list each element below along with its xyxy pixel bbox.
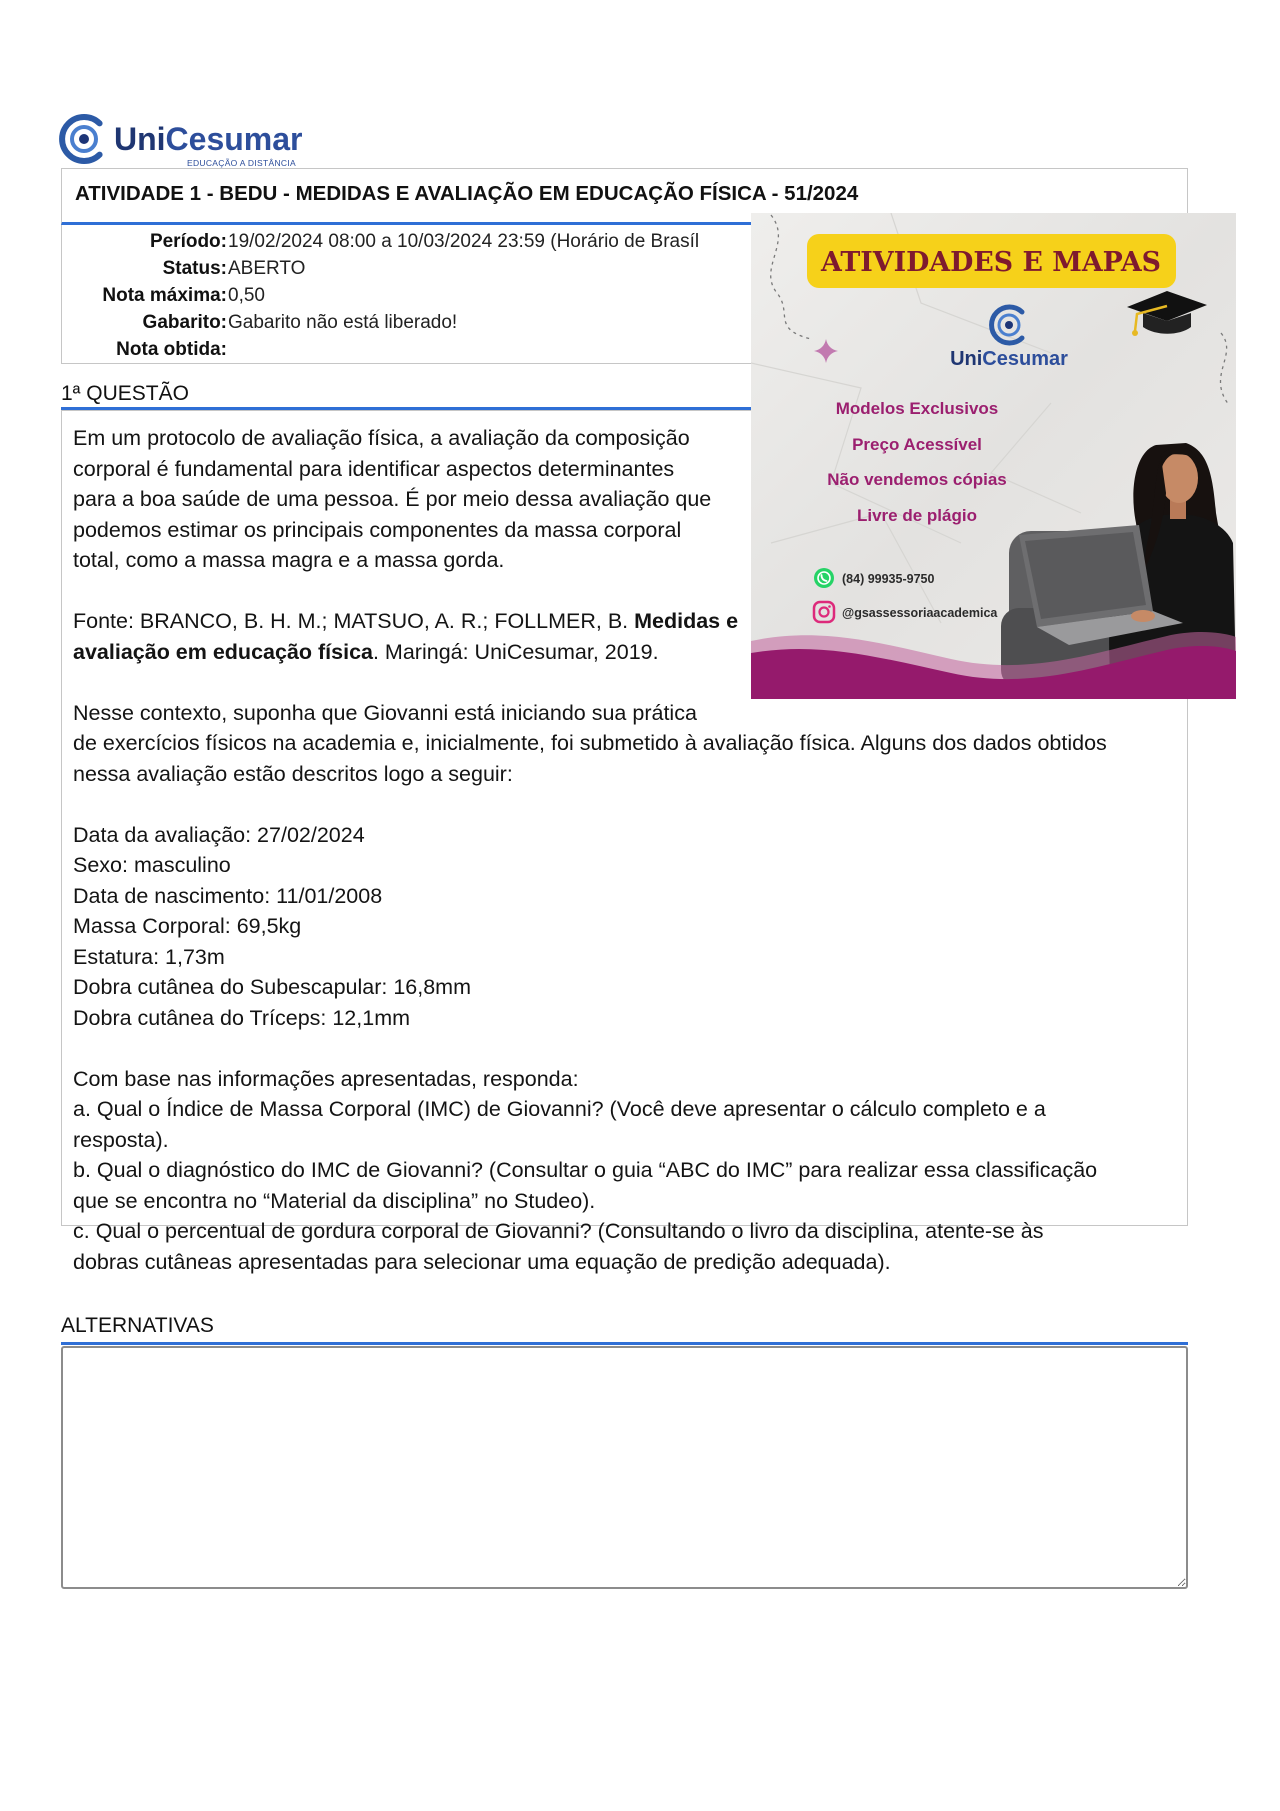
info-label-gabarito: Gabarito: bbox=[142, 312, 227, 333]
source-book-title-part1: Medidas e bbox=[634, 609, 739, 633]
question-context bbox=[73, 698, 1107, 790]
data-line: Estatura: 1,73m bbox=[73, 944, 225, 969]
question-prompt bbox=[73, 1064, 1107, 1278]
ad-logo-wordmark bbox=[950, 348, 1068, 370]
alternatives-heading: ALTERNATIVAS bbox=[61, 1314, 214, 1337]
evaluation-data bbox=[73, 820, 1107, 1034]
logo-wordmark bbox=[114, 120, 303, 158]
question-heading: 1ª QUESTÃO bbox=[61, 382, 189, 405]
question-line: corporal é fundamental para identificar aspectos determinantes bbox=[73, 456, 675, 481]
answer-textarea[interactable] bbox=[61, 1346, 1188, 1589]
prompt-line: dobras cutâneas apresentadas para selecionar uma equação de predição adequada). bbox=[73, 1249, 891, 1274]
question-line: de exercícios físicos na academia e, inicialmente, foi submetido à avaliação física. Alguns dos dados obtidos bbox=[73, 731, 1107, 755]
ad-feature-4: Livre de plágio bbox=[857, 506, 977, 525]
prompt-line: Com base nas informações apresentadas, responda: bbox=[73, 1066, 579, 1091]
info-label-periodo: Período: bbox=[149, 231, 227, 252]
alternatives-heading-underline bbox=[61, 1342, 1188, 1345]
info-value-gabarito: Gabarito não está liberado! bbox=[228, 312, 458, 333]
ad-feature-1: Modelos Exclusivos bbox=[835, 399, 999, 418]
question-line: total, como a massa magra e a massa gorda. bbox=[73, 548, 505, 572]
data-line: Dobra cutânea do Subescapular: 16,8mm bbox=[73, 975, 471, 999]
data-line: Dobra cutânea do Tríceps: 12,1mm bbox=[73, 1005, 411, 1030]
data-line: Data de nascimento: 11/01/2008 bbox=[73, 883, 383, 908]
ad-feature-3: Não vendemos cópias bbox=[827, 470, 1007, 489]
question-line: Nesse contexto, suponha que Giovanni está iniciando sua prática bbox=[73, 700, 697, 725]
source-authors: Fonte: BRANCO, B. H. M.; MATSUO, A. R.; FOLLMER, B. bbox=[73, 609, 635, 633]
info-label-nota-obtida: Nota obtida: bbox=[116, 339, 227, 360]
data-line: Sexo: masculino bbox=[73, 853, 231, 877]
info-label-nota-maxima: Nota máxima: bbox=[102, 285, 227, 306]
info-value-nota-maxima: 0,50 bbox=[228, 285, 265, 306]
source-publisher: . Maringá: UniCesumar, 2019. bbox=[372, 639, 659, 664]
whatsapp-icon bbox=[814, 568, 834, 588]
ad-feature-2: Preço Acessível bbox=[852, 435, 982, 454]
info-label-status: Status: bbox=[162, 258, 227, 279]
question-line: nessa avaliação estão descritos logo a seguir: bbox=[73, 761, 513, 786]
ad-logo-cesumar: Cesumar bbox=[982, 348, 1068, 370]
activity-title: ATIVIDADE 1 - BEDU - MEDIDAS E AVALIAÇÃO EM EDUCAÇÃO FÍSICA - 51/2024 bbox=[75, 182, 859, 205]
logo-tagline: EDUCAÇÃO A DISTÂNCIA bbox=[187, 158, 296, 168]
prompt-line: resposta). bbox=[73, 1127, 169, 1152]
ad-banner-title: ATIVIDADES E MAPAS bbox=[820, 247, 1161, 278]
question-line: para a boa saúde de uma pessoa. É por meio dessa avaliação que bbox=[73, 487, 712, 511]
ad-instagram-handle: @gsassessoriaacademica bbox=[842, 606, 998, 620]
unicesumar-logo-icon bbox=[56, 112, 112, 166]
prompt-line: b. Qual o diagnóstico do IMC de Giovanni? (Consultar o guia “ABC do IMC” para realizar essa classificação bbox=[73, 1158, 1098, 1182]
logo-wordmark-cesumar: Cesumar bbox=[165, 121, 303, 157]
data-line: Massa Corporal: 69,5kg bbox=[73, 914, 302, 938]
data-line: Data da avaliação: 27/02/2024 bbox=[73, 822, 365, 847]
logo-wordmark-uni: Uni bbox=[114, 121, 166, 157]
ad-image bbox=[751, 213, 1236, 699]
prompt-line: que se encontra no “Material da disciplina” no Studeo). bbox=[73, 1188, 596, 1213]
prompt-line: c. Qual o percentual de gordura corporal de Giovanni? (Consultando o livro da disciplina, atente-se às bbox=[73, 1219, 1044, 1243]
info-value-periodo: 19/02/2024 08:00 a 10/03/2024 23:59 (Horário de Brasíl bbox=[228, 231, 700, 252]
question-line: podemos estimar os principais componentes da massa corporal bbox=[73, 517, 682, 542]
ad-logo-uni: Uni bbox=[950, 348, 983, 370]
info-value-status: ABERTO bbox=[228, 258, 306, 279]
source-book-title-part2: avaliação em educação física bbox=[73, 639, 373, 664]
prompt-line: a. Qual o Índice de Massa Corporal (IMC) de Giovanni? (Você deve apresentar o cálculo completo e a bbox=[73, 1097, 1046, 1121]
question-line: Em um protocolo de avaliação física, a avaliação da composição bbox=[73, 426, 690, 450]
ad-whatsapp-number: (84) 99935-9750 bbox=[842, 572, 935, 586]
